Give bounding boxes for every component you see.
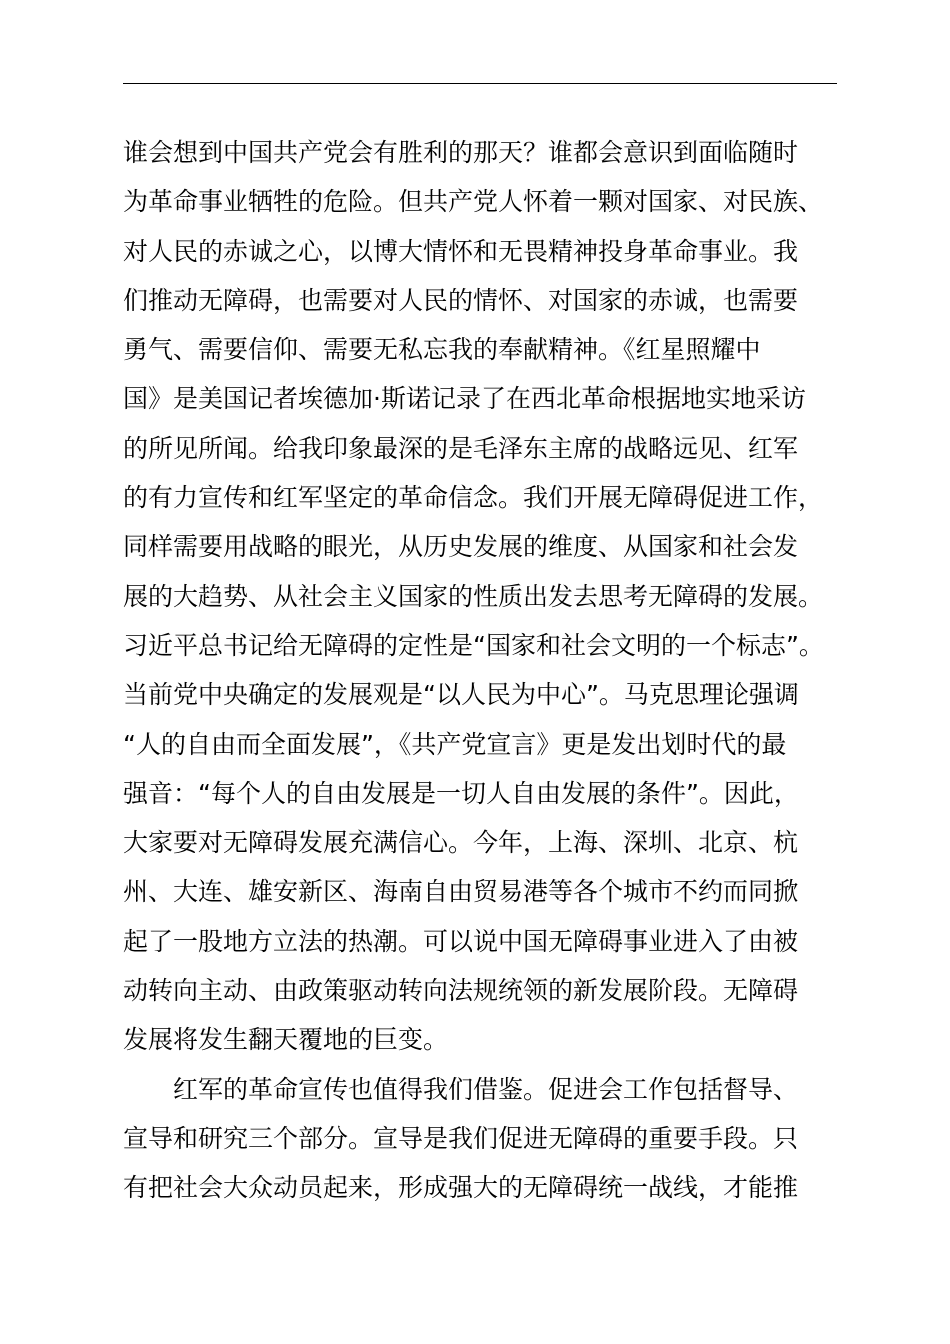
text-line: 国》是美国记者埃德加·斯诺记录了在西北革命根据地实地采访 <box>123 384 806 414</box>
text-line: 起了一股地方立法的热潮。可以说中国无障碍事业进入了由被 <box>123 926 799 956</box>
text-line: 的所见所闻。给我印象最深的是毛泽东主席的战略远见、红军 <box>123 433 799 463</box>
header-rule <box>123 83 837 84</box>
text-line: 为革命事业牺牲的危险。但共产党人怀着一颗对国家、对民族、 <box>123 187 824 217</box>
text-line: 对人民的赤诚之心，以博大情怀和无畏精神投身革命事业。我 <box>123 236 799 266</box>
text-line: 们推动无障碍，也需要对人民的情怀、对国家的赤诚，也需要 <box>123 285 799 315</box>
text-line: 的有力宣传和红军坚定的革命信念。我们开展无障碍促进工作， <box>123 483 824 513</box>
text-line: 习近平总书记给无障碍的定性是“国家和社会文明的一个标志”。 <box>123 630 824 660</box>
text-line: 勇气、需要信仰、需要无私忘我的奉献精神。《红星照耀中 <box>123 335 761 365</box>
text-line: “人的自由而全面发展”，《共产党宣言》更是发出划时代的最 <box>123 729 787 759</box>
text-line: 动转向主动、由政策驱动转向法规统领的新发展阶段。无障碍 <box>123 976 799 1006</box>
text-line: 同样需要用战略的眼光，从历史发展的维度、从国家和社会发 <box>123 532 799 562</box>
text-line: 展的大趋势、从社会主义国家的性质出发去思考无障碍的发展。 <box>123 581 824 611</box>
text-line: 大家要对无障碍发展充满信心。今年，上海、深圳、北京、杭 <box>123 828 799 858</box>
text-line: 有把社会大众动员起来，形成强大的无障碍统一战线，才能推 <box>123 1173 799 1203</box>
paragraph-start-line: 红军的革命宣传也值得我们借鉴。促进会工作包括督导、 <box>173 1074 799 1104</box>
body-text <box>123 128 863 1213</box>
text-line: 强音：“每个人的自由发展是一切人自由发展的条件”。因此， <box>123 778 799 808</box>
text-line: 州、大连、雄安新区、海南自由贸易港等各个城市不约而同掀 <box>123 877 799 907</box>
text-line: 当前党中央确定的发展观是“以人民为中心”。马克思理论强调 <box>123 680 799 710</box>
text-line: 宣导和研究三个部分。宣导是我们促进无障碍的重要手段。只 <box>123 1123 799 1153</box>
text-line: 发展将发生翻天覆地的巨变。 <box>123 1025 449 1055</box>
text-line: 谁会想到中国共产党会有胜利的那天？谁都会意识到面临随时 <box>123 138 799 167</box>
